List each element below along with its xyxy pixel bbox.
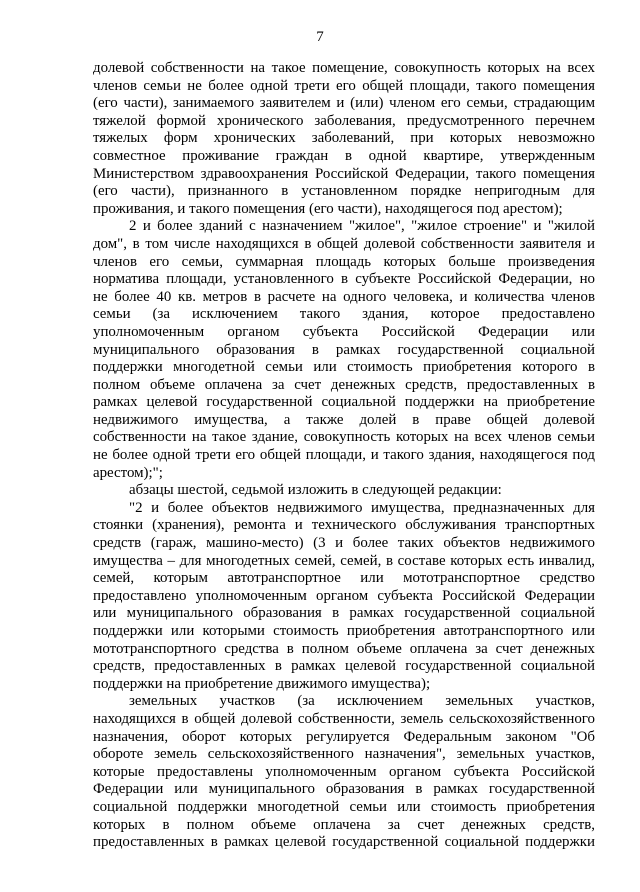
text-line: муниципального образования в рамках государственной социальной [93, 341, 595, 358]
text-line: членов семьи не более одной трети его общей площади, такого помещения [93, 77, 595, 94]
text-line: предоставленных в рамках целевой государственной социальной поддержки [93, 834, 595, 851]
text-line: назначения, оборот которых регулируется Федеральным законом "Об [93, 728, 595, 745]
text-line: "2 и более объектов недвижимого имущества, предназначенных для [129, 499, 595, 516]
text-line: собственности на такое здание, совокупность которых на всех членов семьи [93, 429, 595, 446]
text-line: стоянки (хранения), ремонта и технического обслуживания транспортных [93, 517, 595, 534]
text-line: тяжелых форм хронических заболеваний, при которых невозможно [93, 130, 595, 147]
text-line: средств, предоставленных в рамках целевой государственной социальной [93, 658, 595, 675]
text-line: проживания, и такого помещения (его части), находящегося под арестом); [93, 200, 563, 217]
text-line: полном объеме оплачена за счет денежных средств, предоставленных в [93, 376, 595, 393]
text-line: средств (гараж, машино-место) (3 и более таких объектов недвижимого [93, 535, 595, 552]
text-line: имущества – для многодетных семей, семей, в составе которых есть инвалид, [93, 552, 595, 569]
text-line: абзацы шестой, седьмой изложить в следующей редакции: [129, 482, 502, 499]
text-line: Министерством здравоохранения Российской Федерации, такого помещения [93, 165, 595, 182]
text-line: Федерации или муниципального образования в рамках государственной [93, 781, 595, 798]
text-line: тяжелой формой хронического заболевания, предусмотренного перечнем [93, 112, 595, 129]
text-line: рамках целевой государственной социальной поддержки на приобретение [93, 394, 595, 411]
text-line: находящихся в общей долевой собственности, земель сельскохозяйственного [93, 710, 595, 727]
text-line: семьи (за исключением такого здания, которое предоставлено [93, 306, 595, 323]
text-line: дом", в том числе находящихся в общей долевой собственности заявителя и [93, 235, 595, 252]
text-line: (его части), занимаемого заявителем и (или) членом его семьи, страдающим [93, 95, 595, 112]
text-line: мототранспортного средства в полном объеме оплачена за счет денежных [93, 640, 595, 657]
text-line: поддержки многодетной семьи или стоимость приобретения которого в [93, 359, 595, 376]
text-line: членов его семьи, суммарная площадь которых больше произведения [93, 253, 595, 270]
text-line: предоставлено уполномоченным органом субъекта Российской Федерации [93, 587, 595, 604]
text-line: недвижимого имущества, а также долей в праве общей долевой [93, 411, 595, 428]
text-line: обороте земель сельскохозяйственного назначения", земельных участков, [93, 746, 595, 763]
document-body [93, 60, 595, 852]
text-line: долевой собственности на такое помещение, совокупность которых на всех [93, 60, 595, 76]
text-line: 2 и более зданий с назначением "жилое", "жилое строение" и "жилой [129, 218, 595, 235]
text-line: поддержки на приобретение движимого имущества); [93, 675, 431, 692]
text-line: которые предоставлены уполномоченным органом субъекта Российской [93, 763, 595, 780]
text-line: не более 40 кв. метров в расчете на одного человека, и количества членов [93, 288, 595, 305]
text-line: земельных участков (за исключением земельных участков, [129, 693, 595, 710]
text-line: семей, которым автотранспортное или мототранспортное средство [93, 570, 595, 587]
text-line: норматива площади, установленного в субъекте Российской Федерации, но [93, 271, 595, 288]
text-line: (его части), признанного в установленном порядке непригодным для [93, 183, 595, 200]
text-line: не более одной трети его общей площади, и такого здания, находящегося под [93, 447, 595, 464]
text-line: уполномоченным органом субъекта Российской Федерации или [93, 323, 595, 340]
text-line: поддержки или которыми стоимость приобретения автотранспортного или [93, 623, 595, 639]
text-line: или муниципального образования в рамках государственной социальной [93, 605, 595, 622]
text-line: которых в полном объеме оплачена за счет денежных средств, [93, 816, 595, 833]
page-number: 7 [316, 29, 324, 45]
text-line: совместное проживание граждан в одной квартире, утвержденным [93, 147, 595, 164]
text-line: социальной поддержки многодетной семьи или стоимость приобретения [93, 798, 595, 815]
text-line: арестом);"; [93, 464, 163, 481]
